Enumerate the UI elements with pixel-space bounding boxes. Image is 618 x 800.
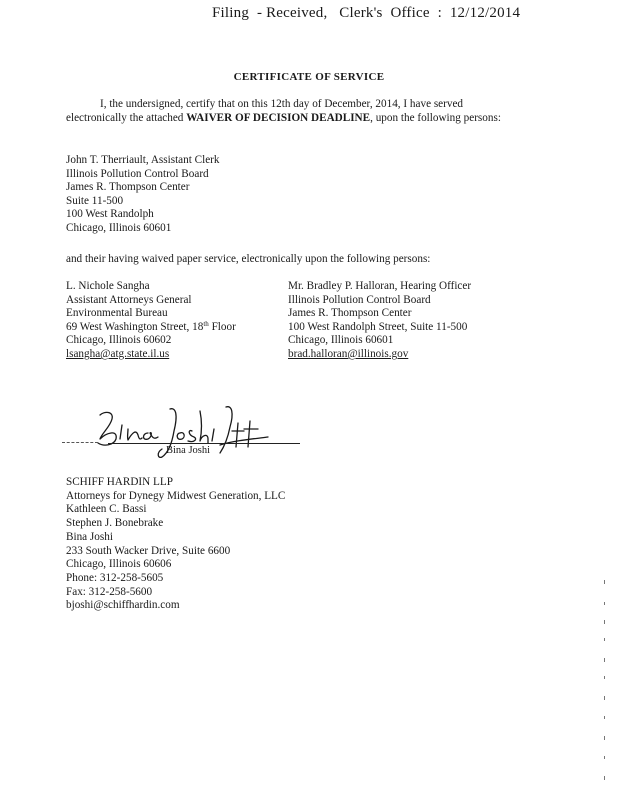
attorney-name: Bina Joshi: [66, 530, 113, 543]
address-line: 100 West Randolph: [66, 208, 154, 221]
attorney-name: Stephen J. Bonebrake: [66, 517, 164, 530]
recipient-title: Assistant Attorneys General: [66, 293, 192, 306]
firm-phone: Phone: 312-258-5605: [66, 571, 164, 584]
firm-email: bjoshi@schiffhardin.com: [66, 599, 180, 612]
certification-text-after: , upon the following persons:: [370, 112, 501, 124]
firm-fax: Fax: 312-258-5600: [66, 585, 153, 598]
recipient-office: Environmental Bureau: [66, 307, 168, 320]
document-title: CERTIFICATE OF SERVICE: [233, 71, 385, 83]
recipient-name: L. Nichole Sangha: [66, 280, 150, 292]
address-line: John T. Therriault, Assistant Clerk: [66, 154, 220, 166]
recipient-building: James R. Thompson Center: [288, 307, 412, 320]
scan-edge-marks: [603, 580, 607, 790]
signature-leader: [62, 442, 98, 443]
recipient-city: Chicago, Illinois 60602: [66, 334, 172, 347]
recipient-org: Illinois Pollution Control Board: [288, 293, 431, 306]
served-document-name: WAIVER OF DECISION DEADLINE: [186, 112, 371, 124]
recipient-email-link[interactable]: brad.halloran@illinois.gov: [288, 347, 409, 360]
firm-street: 233 South Wacker Drive, Suite 6600: [66, 544, 231, 557]
service-waiver-statement: and their having waived paper service, electronically upon the following persons:: [66, 253, 431, 265]
primary-recipient-address: [66, 154, 220, 236]
address-line: Illinois Pollution Control Board: [66, 167, 209, 180]
firm-signature-block: [66, 476, 285, 613]
address-line: Suite 11-500: [66, 194, 124, 207]
certification-paragraph: [66, 97, 506, 125]
recipient-street: 100 West Randolph Street, Suite 11-500: [288, 320, 468, 333]
recipient-street: 69 West Washington Street, 18th Floor: [66, 319, 236, 333]
signature-line: [108, 443, 300, 444]
recipient-email-link[interactable]: lsangha@atg.state.il.us: [66, 347, 170, 360]
certification-text-before: I, the undersigned, certify that on this 12th day of December, 2014, I have served electronically the attached: [66, 98, 464, 124]
attorney-name: Kathleen C. Bassi: [66, 503, 147, 516]
recipient-right-address: [288, 280, 471, 362]
address-line: Chicago, Illinois 60601: [66, 221, 172, 234]
recipient-city: Chicago, Illinois 60601: [288, 334, 394, 347]
recipient-name: Mr. Bradley P. Halloran, Hearing Officer: [288, 280, 472, 292]
firm-name: SCHIFF HARDIN LLP: [66, 476, 173, 488]
address-line: James R. Thompson Center: [66, 181, 190, 194]
firm-city: Chicago, Illinois 60606: [66, 558, 172, 571]
signer-printed-name: Bina Joshi: [166, 445, 211, 456]
firm-role: Attorneys for Dynegy Midwest Generation, LLC: [66, 489, 286, 502]
filing-stamp: Filing - Received, Clerk's Office : 12/12/2014: [212, 5, 521, 21]
recipient-left-address: [66, 280, 236, 362]
